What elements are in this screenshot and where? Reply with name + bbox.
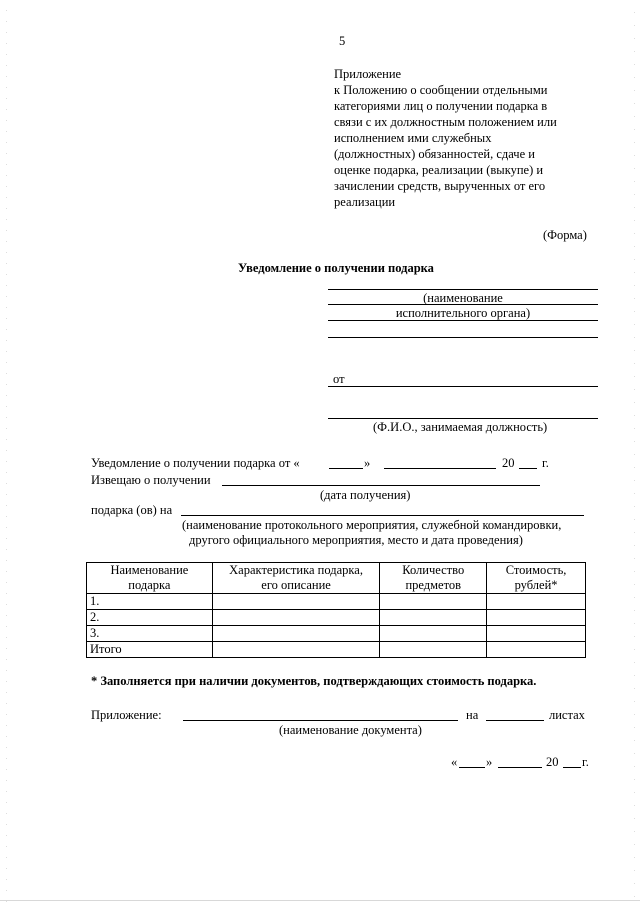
table-cell[interactable] — [212, 626, 380, 642]
appendix-line: оценке подарка, реализации (выкупе) и — [334, 163, 544, 177]
notice-prefix: Уведомление о получении подарка от « — [91, 456, 300, 470]
table-cell[interactable] — [487, 626, 586, 642]
inform-label: Извещаю о получении — [91, 473, 211, 487]
table-cell[interactable] — [487, 594, 586, 610]
table-cell[interactable] — [380, 610, 487, 626]
attachment-on-label: на — [466, 708, 479, 722]
from-line — [328, 386, 598, 387]
table-header-text: Количество — [402, 563, 465, 577]
table-header-cell — [380, 563, 487, 594]
table-row — [87, 626, 586, 642]
table-cell[interactable] — [380, 594, 487, 610]
notice-quote-close: » — [364, 456, 371, 470]
table-header-text: Стоимость, — [505, 563, 567, 577]
event-caption: (наименование протокольного мероприятия, служебной командировки, — [182, 518, 562, 532]
fio-caption: (Ф.И.О., занимаемая должность) — [373, 420, 548, 434]
appendix-line: связи с их должностным положением или — [334, 115, 557, 129]
appendix-line: исполнением ими служебных — [334, 131, 492, 145]
gift-on-label: подарка (ов) на — [91, 503, 173, 517]
attachment-label: Приложение: — [91, 708, 162, 722]
attachment-sheets-line[interactable] — [486, 720, 544, 721]
date-open-quote: « — [451, 755, 458, 769]
right-scan-edge — [634, 0, 635, 905]
footnote: * Заполняется при наличии документов, подтверждающих стоимость подарка. — [91, 674, 537, 688]
table-cell: 1. — [87, 594, 213, 610]
recipient-line — [328, 337, 598, 338]
table-cell[interactable] — [487, 642, 586, 658]
appendix-line: к Положению о сообщении отдельными — [334, 83, 548, 97]
table-header-text: предметов — [405, 578, 462, 592]
table-cell[interactable] — [380, 642, 487, 658]
table-cell: 2. — [87, 610, 213, 626]
table-header-cell — [487, 563, 586, 594]
appendix-line: категориями лиц о получении подарка в — [334, 99, 548, 113]
bottom-scan-edge — [0, 900, 640, 901]
table-row — [87, 642, 586, 658]
recipient-caption: (наименование — [423, 291, 503, 305]
gifts-table — [86, 562, 586, 658]
table-cell[interactable] — [487, 610, 586, 626]
recipient-caption: исполнительного органа) — [395, 306, 531, 320]
notice-day-blank[interactable] — [329, 468, 363, 469]
left-scan-edge — [6, 0, 7, 905]
table-header-text: подарка — [128, 578, 171, 592]
table-header-row — [87, 563, 586, 594]
attachment-sheets-label: листах — [549, 708, 585, 722]
table-header-cell — [212, 563, 380, 594]
date-year-prefix: 20 — [546, 755, 559, 769]
date-month-blank[interactable] — [498, 767, 542, 768]
table-header-text: его описание — [261, 578, 331, 592]
date-year-blank[interactable] — [563, 767, 581, 768]
table-cell: 3. — [87, 626, 213, 642]
table-row — [87, 610, 586, 626]
table-cell: Итого — [87, 642, 213, 658]
table-header-text: рублей* — [514, 578, 558, 592]
date-day-blank[interactable] — [459, 767, 485, 768]
notice-month-blank[interactable] — [384, 468, 496, 469]
table-cell[interactable] — [212, 610, 380, 626]
event-line[interactable] — [181, 515, 584, 516]
appendix-title: Приложение — [334, 67, 402, 81]
receipt-date-line[interactable] — [222, 485, 540, 486]
date-year-suffix: г. — [582, 755, 589, 769]
page-number: 5 — [339, 34, 346, 48]
date-close-quote: » — [486, 755, 493, 769]
from-label: от — [333, 372, 345, 386]
notice-year-suffix: г. — [542, 456, 549, 470]
appendix-line: реализации — [334, 195, 396, 209]
notice-year-blank[interactable] — [519, 468, 537, 469]
event-caption: другого официального мероприятия, место и дата проведения) — [189, 533, 523, 547]
appendix-line: (должностных) обязанностей, сдаче и — [334, 147, 535, 161]
page-title: Уведомление о получении подарка — [238, 261, 434, 275]
table-cell[interactable] — [212, 594, 380, 610]
notice-year-prefix: 20 — [502, 456, 515, 470]
table-row — [87, 594, 586, 610]
attachment-doc-line[interactable] — [183, 720, 458, 721]
attachment-doc-caption: (наименование документа) — [279, 723, 422, 737]
table-header-text: Наименование — [110, 563, 189, 577]
table-header-cell — [87, 563, 213, 594]
appendix-line: зачислении средств, вырученных от его — [334, 179, 546, 193]
recipient-line — [328, 320, 598, 321]
form-label: (Форма) — [543, 228, 587, 242]
table-header-text: Характеристика подарка, — [229, 563, 363, 577]
table-cell[interactable] — [212, 642, 380, 658]
table-cell[interactable] — [380, 626, 487, 642]
appendix-block — [334, 66, 557, 210]
date-caption: (дата получения) — [320, 488, 411, 502]
